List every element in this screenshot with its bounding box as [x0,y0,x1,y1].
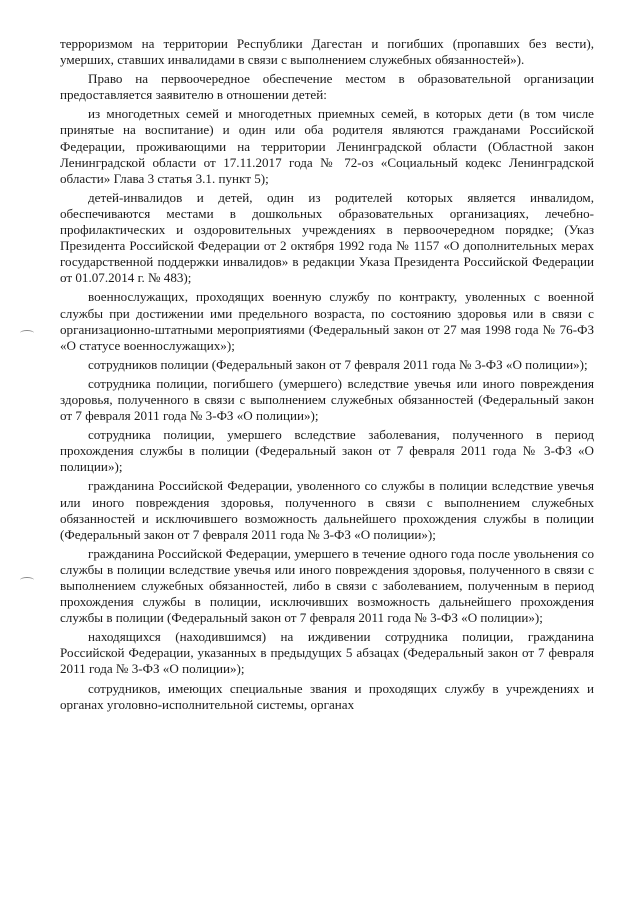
paragraph-3: из многодетных семей и многодетных приемных семей, в которых дети (в том числе принятые на воспитание) и один или оба родителя являются гражданами Российской Федерации, проживающими на территории Ленинградской области (Областной закон Ленинградской области от 17.11.2017 года № 72-оз «Социальный кодекс Ленинградской области» Глава 3 статья 3.1. пункт 5); [60,106,594,186]
paragraph-6: сотрудников полиции (Федеральный закон от 7 февраля 2011 года № 3-ФЗ «О полиции»); [88,356,588,372]
paragraph-7: сотрудника полиции, погибшего (умершего) вследствие увечья или иного повреждения здоровья, полученного в связи с выполнением служебных обязанностей (Федеральный закон от 7 февраля 2011 года № 3-ФЗ «О полиции»); [60,375,594,424]
paragraph-8: сотрудника полиции, умершего вследствие заболевания, полученного в период прохождения службы в полиции (Федеральный закон от 7 февраля 2011 года № 3-ФЗ «О полиции»); [60,427,594,475]
margin-mark-bottom [20,577,34,583]
paragraph-9: гражданина Российской Федерации, уволенного со службы в полиции вследствие увечья или иного повреждения здоровья, полученного в связи с выполнением служебных обязанностей и исключившего возможность дальнейшего прохождения службы в полиции (Федеральный закон от 7 февраля 2011 года № 3-ФЗ «О полиции»); [60,478,594,542]
paragraph-11: находящихся (находившимся) на иждивении сотрудника полиции, гражданина Российской Федерации, указанных в предыдущих 5 абзацах (Федеральный закон от 7 февраля 2011 года № 3-ФЗ «О полиции»); [60,629,594,677]
paragraph-2: Право на первоочередное обеспечение местом в образовательной организации предоставляется заявителю в отношении детей: [60,71,594,103]
paragraph-5: военнослужащих, проходящих военную службу по контракту, уволенных с военной службы при достижении ими предельного возраста, по состоянию здоровья или в связи с организационно-штатными мероприятиями (Федеральный закон от 27 мая 1998 года № 76-ФЗ «О статусе военнослужащих»); [60,289,594,353]
document-page [60,36,594,716]
paragraph-10: гражданина Российской Федерации, умершего в течение одного года после увольнения со службы в полиции вследствие увечья или иного повреждения здоровья, полученного в связи с выполнением служебных обязанностей, либо в связи с заболеванием, полученным в период прохождения службы в полиции, исключивших возможность дальнейшего прохождения службы в полиции (Федеральный закон от 7 февраля 2011 года № 3-ФЗ «О полиции»); [60,545,594,626]
paragraph-1: терроризмом на территории Республики Дагестан и погибших (пропавших без вести), умерших, ставших инвалидами в связи с выполнением служебных обязанностей»). [60,36,594,68]
margin-mark-top [20,330,34,336]
paragraph-12: сотрудников, имеющих специальные звания и проходящих службу в учреждениях и органах уголовно-исполнительной системы, органах [60,680,594,712]
paragraph-4: детей-инвалидов и детей, один из родителей которых является инвалидом, обеспечиваются местами в дошкольных образовательных организациях, лечебно-профилактических и оздоровительных учреждениях в первоочередном порядке; (Указ Президента Российской Федерации от 2 октября 1992 года № 1157 «О дополнительных мерах государственной поддержки инвалидов» в редакции Указа Президента Российской Федерации от 01.07.2014 г. № 483); [60,189,594,286]
